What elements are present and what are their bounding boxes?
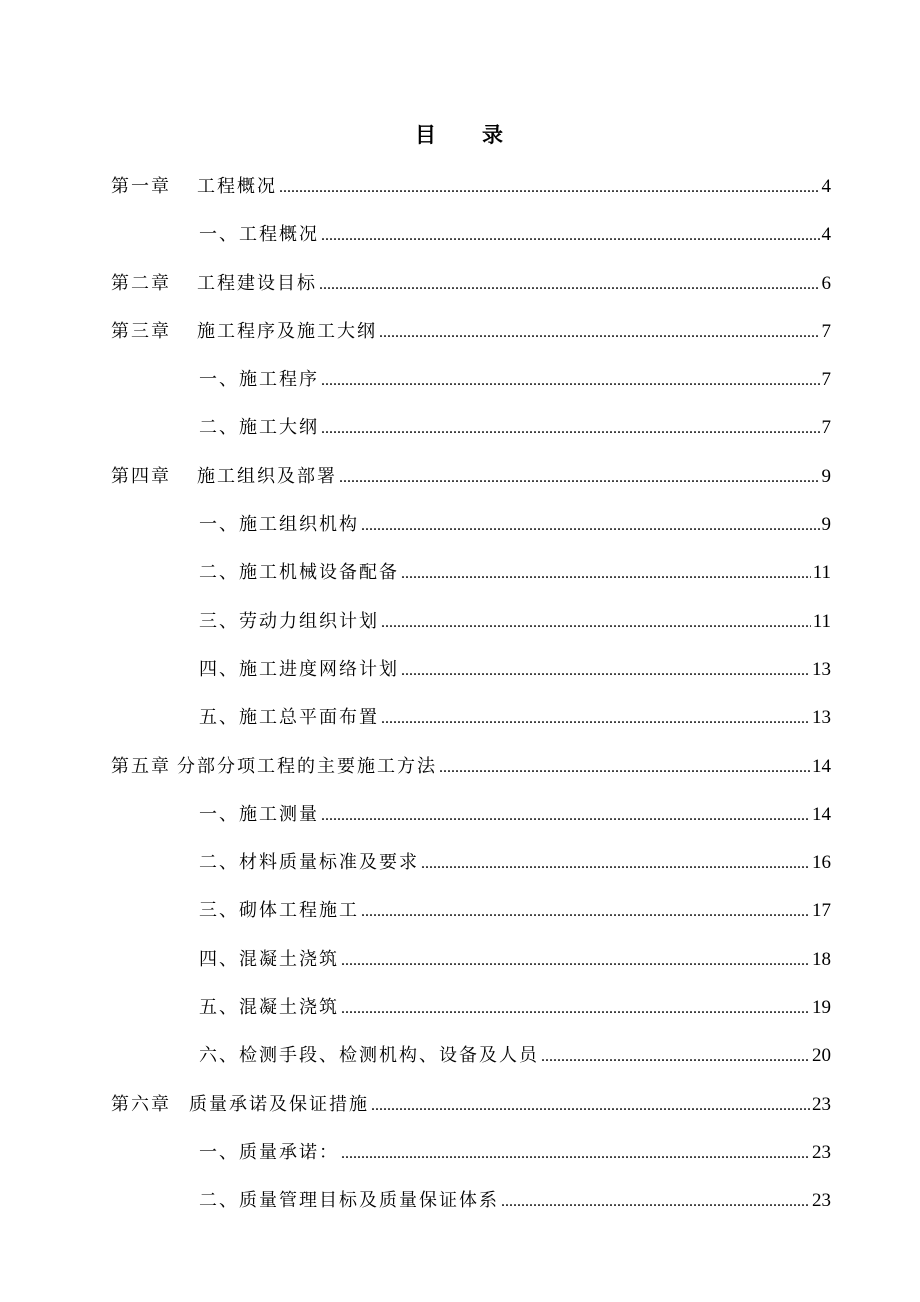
entry-title: 二、施工机械设备配备 xyxy=(199,562,399,584)
entry-title: 三、劳动力组织计划 xyxy=(199,610,379,632)
page-number: 4 xyxy=(821,224,831,246)
entry-title: 六、检测手段、检测机构、设备及人员 xyxy=(199,1045,539,1067)
entry-title: 五、混凝土浇筑 xyxy=(199,997,339,1019)
toc-section-entry[interactable] xyxy=(111,554,831,602)
entry-title: 一、施工程序 xyxy=(199,369,319,391)
dot-leader xyxy=(279,169,820,207)
chapter-number: 第六章 xyxy=(111,1093,171,1115)
dot-leader xyxy=(439,749,810,787)
entry-title: 分部分项工程的主要施工方法 xyxy=(177,755,437,777)
entry-title: 二、质量管理目标及质量保证体系 xyxy=(199,1190,499,1212)
toc-section-entry[interactable] xyxy=(111,941,831,989)
toc-section-entry[interactable] xyxy=(111,1182,831,1230)
toc-section-entry[interactable] xyxy=(111,844,831,892)
dot-leader xyxy=(339,459,820,497)
toc-chapter-entry[interactable] xyxy=(111,748,831,796)
entry-title: 三、砌体工程施工 xyxy=(199,900,359,922)
chapter-number: 第五章 xyxy=(111,755,171,777)
dot-leader xyxy=(371,1087,810,1125)
toc-section-entry[interactable] xyxy=(111,361,831,409)
page-number: 14 xyxy=(812,803,831,825)
toc-chapter-entry[interactable] xyxy=(111,265,831,313)
dot-leader xyxy=(319,266,820,304)
toc-section-entry[interactable] xyxy=(111,1037,831,1085)
toc-title xyxy=(0,118,920,152)
entry-title: 质量承诺及保证措施 xyxy=(189,1093,369,1115)
toc-section-entry[interactable] xyxy=(111,651,831,699)
entry-title: 工程概况 xyxy=(197,176,277,197)
dot-leader xyxy=(421,845,810,883)
chapter-number: 第四章 xyxy=(111,465,171,487)
toc-title-left: 目 xyxy=(415,122,438,147)
dot-leader xyxy=(401,652,810,690)
page-number: 7 xyxy=(821,417,831,439)
toc-chapter-entry[interactable] xyxy=(111,1086,831,1134)
dot-leader xyxy=(381,604,811,642)
dot-leader xyxy=(321,217,820,255)
entry-title: 一、施工组织机构 xyxy=(199,514,359,536)
dot-leader xyxy=(381,700,810,738)
page-number: 23 xyxy=(812,1190,831,1212)
page-number: 13 xyxy=(812,658,831,680)
dot-leader xyxy=(401,555,811,593)
entry-title: 施工程序及施工大纲 xyxy=(197,320,377,342)
page-number: 19 xyxy=(812,997,831,1019)
toc-section-entry[interactable] xyxy=(111,892,831,940)
page-number: 7 xyxy=(821,369,831,391)
dot-leader xyxy=(361,507,820,545)
dot-leader xyxy=(341,942,810,980)
page-number: 20 xyxy=(812,1045,831,1067)
page-number: 18 xyxy=(812,948,831,970)
toc-section-entry[interactable] xyxy=(111,989,831,1037)
page-number: 6 xyxy=(821,272,831,294)
dot-leader xyxy=(501,1183,810,1221)
chapter-number: 第二章 xyxy=(111,272,171,294)
page-number: 9 xyxy=(821,465,831,487)
page-number: 9 xyxy=(821,514,831,536)
toc-chapter-entry[interactable] xyxy=(111,458,831,506)
dot-leader xyxy=(321,410,820,448)
toc-list xyxy=(111,168,831,1231)
entry-title: 五、施工总平面布置 xyxy=(199,707,379,729)
page-number: 13 xyxy=(812,707,831,729)
page-number: 23 xyxy=(812,1141,831,1163)
toc-section-entry[interactable] xyxy=(111,603,831,651)
entry-title: 一、工程概况 xyxy=(199,224,319,246)
entry-title: 二、施工大纲 xyxy=(199,417,319,439)
dot-leader xyxy=(379,314,820,352)
toc-chapter-entry[interactable] xyxy=(111,168,831,216)
entry-title: 四、混凝土浇筑 xyxy=(199,948,339,970)
entry-title: 二、材料质量标准及要求 xyxy=(199,852,419,874)
dot-leader xyxy=(361,893,810,931)
dot-leader xyxy=(541,1038,810,1076)
page-number: 4 xyxy=(821,176,831,197)
entry-title: 四、施工进度网络计划 xyxy=(199,658,399,680)
toc-section-entry[interactable] xyxy=(111,506,831,554)
chapter-number: 第一章 xyxy=(111,176,171,197)
dot-leader xyxy=(341,1135,810,1173)
page-number: 16 xyxy=(812,852,831,874)
entry-title: 一、质量承诺： xyxy=(199,1141,339,1163)
chapter-number: 第三章 xyxy=(111,320,171,342)
page-number: 7 xyxy=(821,320,831,342)
page-number: 23 xyxy=(812,1093,831,1115)
page-number: 11 xyxy=(812,562,831,584)
dot-leader xyxy=(341,990,810,1028)
entry-title: 工程建设目标 xyxy=(197,272,317,294)
entry-title: 施工组织及部署 xyxy=(197,465,337,487)
dot-leader xyxy=(321,797,810,835)
dot-leader xyxy=(321,362,820,400)
toc-title-right: 录 xyxy=(482,122,505,147)
toc-section-entry[interactable] xyxy=(111,1134,831,1182)
toc-section-entry[interactable] xyxy=(111,216,831,264)
entry-title: 一、施工测量 xyxy=(199,803,319,825)
toc-section-entry[interactable] xyxy=(111,796,831,844)
toc-section-entry[interactable] xyxy=(111,699,831,747)
toc-chapter-entry[interactable] xyxy=(111,313,831,361)
toc-section-entry[interactable] xyxy=(111,409,831,457)
page-number: 11 xyxy=(812,610,831,632)
page-number: 17 xyxy=(812,900,831,922)
page-number: 14 xyxy=(812,755,831,777)
